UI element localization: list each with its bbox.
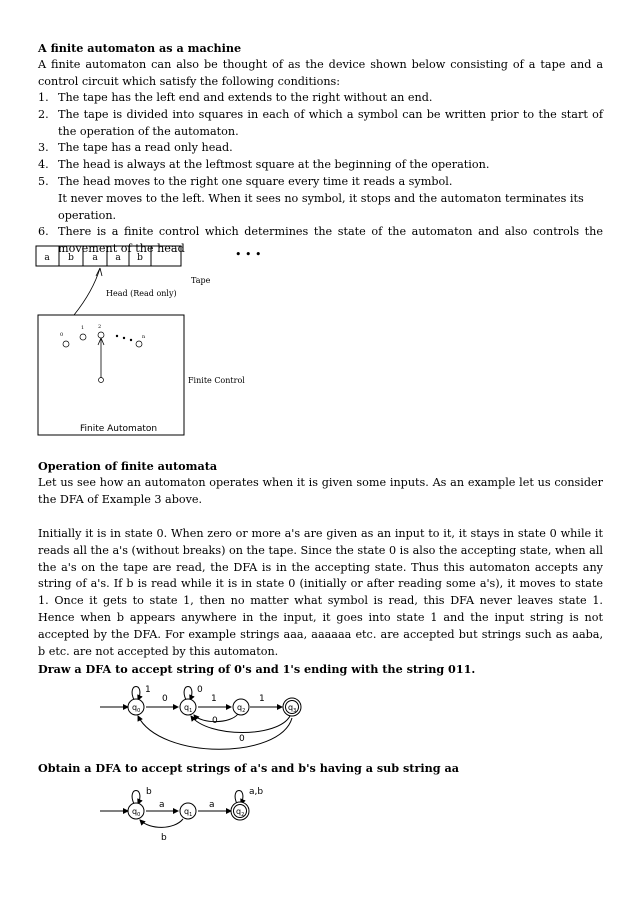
label: 0 [162, 694, 168, 704]
figure-caption: Finite Automaton [80, 424, 158, 434]
label: 0 [239, 734, 245, 744]
state-label: $q_2$ [237, 703, 246, 714]
state-circle [98, 332, 104, 338]
control-label: Finite Control [188, 376, 245, 385]
dfa2-heading: Obtain a DFA to accept strings of a's and b's having a sub string aa [38, 761, 459, 775]
edge-q3-q1 [191, 716, 290, 733]
label: 0 [212, 716, 218, 726]
head-label: Head (Read only) [106, 289, 177, 298]
pointer-pivot [99, 378, 104, 383]
label: 1 [211, 694, 217, 704]
dfa1-diagram [90, 676, 320, 758]
tape-cell: b [137, 253, 143, 263]
label: b [161, 833, 167, 843]
tape-cell: b [68, 253, 74, 263]
state-label: 1 [81, 325, 85, 331]
list-item: 6. There is a finite control which determines the state of the automaton and also controls the movement of the head [38, 225, 603, 256]
state-label: 0 [60, 332, 64, 338]
label: b [146, 787, 152, 797]
list-item: 3. The tape has a read only head. [38, 141, 233, 155]
dfa1-heading: Draw a DFA to accept string of 0's and 1's ending with the string 011. [38, 662, 476, 676]
label: a,b [249, 787, 264, 797]
state-label: $q_2$ [236, 807, 245, 818]
state-circle [136, 341, 142, 347]
state-label: 2 [98, 324, 102, 330]
tape-cell: a [92, 253, 98, 263]
dfa2-diagram [90, 778, 290, 848]
finite-automaton-figure [30, 243, 330, 443]
list-item: 1. The tape has the left end and extends to the right without an end. [38, 91, 433, 104]
state-label: $q_0$ [132, 703, 141, 714]
state-label: $q_3$ [288, 703, 297, 714]
state-label: n [142, 334, 146, 340]
state-circle [80, 334, 86, 340]
list-item: 4. The head is always at the leftmost square at the beginning of the operation. [38, 158, 490, 172]
intro-paragraph: A finite automaton can also be thought of as the device shown below consisting of a tape and a control circuit which satisfy the following conditions: [38, 58, 603, 88]
label: 1 [145, 685, 151, 695]
edge-q1-q0 [140, 819, 183, 827]
tape-label: Tape [191, 276, 211, 285]
state-label: $q_0$ [132, 807, 141, 818]
label: a [209, 800, 215, 810]
label: 0 [197, 685, 203, 695]
list-item: 2. The tape is divided into squares in each of which a symbol can be written prior to the start of the operation of the automaton. [38, 107, 603, 138]
label: a [159, 800, 165, 810]
state-label: $q_1$ [184, 703, 193, 714]
section-heading: Operation of finite automata [38, 459, 218, 473]
self-loop-q1 [184, 687, 192, 701]
section-heading: A finite automaton as a machine [38, 41, 242, 55]
tape-ellipsis: • • • [235, 248, 262, 261]
paragraph: Initially it is in state 0. When zero or more a's are given as an input to it, it stays in state 0 while it reads all the a's (without breaks) on the tape. Since the state 0 is also the accepting state, when all the a's on the tape are read, the DFA is in the accepting state. Thus this automaton accepts any string of a's. If b is read while it is in state 0 (initially or after reading some a's), it moves to state 1. Once it gets to state 1, then no matter what symbol is read, this DFA never leaves state 1. Hence when b appears anywhere in the input, it goes into state 1 and the input string is not accepted by the DFA. For example strings aaa, aaaaaa etc. are accepted but strings such as aaba, b etc. are not accepted by this automaton. [38, 527, 603, 658]
tape-cell: a [115, 253, 121, 263]
paragraph: Let us see how an automaton operates when it is given some inputs. As an example let us consider the DFA of Example 3 above. [38, 476, 603, 506]
tape [36, 246, 261, 266]
state-label: $q_1$ [184, 807, 193, 818]
state-circle [63, 341, 69, 347]
list-item: 5. The head moves to the right one square every time it reads a symbol. It never moves to the left. When it sees no symbol, it stops and the automaton terminates its operation. [38, 174, 584, 222]
tape-cell: a [44, 253, 50, 263]
conditions-list [38, 90, 603, 258]
label: 1 [259, 694, 265, 704]
self-loop-q0 [132, 687, 140, 701]
self-loop-q0 [132, 791, 140, 805]
